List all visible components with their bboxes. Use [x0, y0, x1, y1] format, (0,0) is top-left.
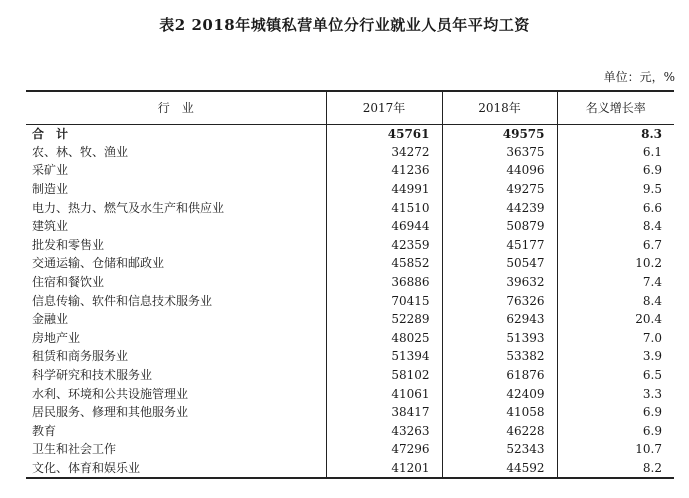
growth-rate-cell: 3.3 — [557, 384, 674, 403]
table-row — [26, 440, 674, 459]
industry-cell: 科学研究和技术服务业 — [32, 368, 153, 383]
growth-rate-cell: 7.4 — [557, 273, 674, 292]
growth-rate-cell: 6.5 — [557, 366, 674, 385]
table-row — [26, 180, 674, 199]
wage-2017-cell: 42359 — [326, 236, 442, 255]
wage-2018-cell: 61876 — [442, 366, 557, 385]
industry-cell: 水利、环境和公共设施管理业 — [32, 386, 189, 401]
growth-rate-cell: 6.9 — [557, 161, 674, 180]
header-growth-rate: 名义增长率 — [557, 91, 674, 124]
table-row — [26, 366, 674, 385]
industry-cell: 交通运输、仓储和邮政业 — [32, 256, 165, 271]
table-row — [26, 403, 674, 422]
wage-2018-cell: 62943 — [442, 310, 557, 329]
wage-2017-cell: 45761 — [326, 124, 442, 143]
industry-cell: 农、林、牧、渔业 — [32, 144, 129, 159]
wage-2017-cell: 58102 — [326, 366, 442, 385]
table-row — [26, 143, 674, 162]
wage-2017-cell: 41236 — [326, 161, 442, 180]
wage-2017-cell: 45852 — [326, 254, 442, 273]
industry-cell: 金融业 — [32, 312, 69, 327]
industry-cell: 制造业 — [32, 182, 69, 197]
growth-rate-cell: 10.2 — [557, 254, 674, 273]
wage-2018-cell: 44096 — [442, 161, 557, 180]
table-row — [26, 236, 674, 255]
industry-cell: 教育 — [32, 423, 57, 438]
table-row — [26, 254, 674, 273]
wage-2018-cell: 52343 — [442, 440, 557, 459]
wage-2018-cell: 41058 — [442, 403, 557, 422]
header-2017: 2017年 — [326, 91, 442, 124]
industry-cell: 电力、热力、燃气及水生产和供应业 — [32, 200, 225, 215]
wage-2017-cell: 52289 — [326, 310, 442, 329]
table-row — [26, 384, 674, 403]
table-row — [26, 310, 674, 329]
wage-2017-cell: 38417 — [326, 403, 442, 422]
wage-2018-cell: 39632 — [442, 273, 557, 292]
wage-2017-cell: 41510 — [326, 198, 442, 217]
table-body — [26, 124, 674, 478]
wage-2017-cell: 43263 — [326, 422, 442, 441]
header-industry: 行 业 — [26, 91, 326, 124]
wage-2017-cell: 47296 — [326, 440, 442, 459]
growth-rate-cell: 3.9 — [557, 347, 674, 366]
wage-2018-cell: 51393 — [442, 329, 557, 348]
header-row — [26, 91, 674, 124]
wage-2018-cell: 36375 — [442, 143, 557, 162]
table-row — [26, 273, 674, 292]
wage-2018-cell: 50879 — [442, 217, 557, 236]
table-row — [26, 329, 674, 348]
industry-cell: 房地产业 — [32, 330, 81, 345]
industry-cell: 信息传输、软件和信息技术服务业 — [32, 293, 213, 308]
growth-rate-cell: 6.1 — [557, 143, 674, 162]
growth-rate-cell: 9.5 — [557, 180, 674, 199]
wage-2017-cell: 46944 — [326, 217, 442, 236]
table-row — [26, 291, 674, 310]
industry-cell: 卫生和社会工作 — [32, 442, 117, 457]
wage-2018-cell: 44592 — [442, 459, 557, 478]
table-title: 表2 2018年城镇私营单位分行业就业人员年平均工资 — [159, 16, 530, 34]
table-row — [26, 198, 674, 217]
header-2018: 2018年 — [442, 91, 557, 124]
wage-2018-cell: 53382 — [442, 347, 557, 366]
growth-rate-cell: 10.7 — [557, 440, 674, 459]
wage-2017-cell: 34272 — [326, 143, 442, 162]
wage-2018-cell: 42409 — [442, 384, 557, 403]
industry-cell: 采矿业 — [32, 163, 69, 178]
industry-cell: 居民服务、修理和其他服务业 — [32, 405, 189, 420]
wage-2017-cell: 48025 — [326, 329, 442, 348]
wage-2018-cell: 44239 — [442, 198, 557, 217]
table-row — [26, 422, 674, 441]
wage-2018-cell: 49575 — [442, 124, 557, 143]
wage-2018-cell: 49275 — [442, 180, 557, 199]
industry-cell: 合 计 — [32, 126, 69, 141]
wage-2017-cell: 36886 — [326, 273, 442, 292]
wage-table — [26, 90, 674, 479]
wage-2017-cell: 70415 — [326, 291, 442, 310]
total-row — [26, 124, 674, 143]
wage-2018-cell: 76326 — [442, 291, 557, 310]
table-row — [26, 459, 674, 478]
growth-rate-cell: 8.3 — [557, 124, 674, 143]
wage-2017-cell: 41201 — [326, 459, 442, 478]
growth-rate-cell: 6.9 — [557, 403, 674, 422]
table-row — [26, 161, 674, 180]
industry-cell: 住宿和餐饮业 — [32, 275, 105, 290]
growth-rate-cell: 20.4 — [557, 310, 674, 329]
growth-rate-cell: 7.0 — [557, 329, 674, 348]
wage-2018-cell: 45177 — [442, 236, 557, 255]
industry-cell: 批发和零售业 — [32, 237, 105, 252]
wage-2018-cell: 50547 — [442, 254, 557, 273]
growth-rate-cell: 6.7 — [557, 236, 674, 255]
unit-note: 单位：元，% — [603, 70, 675, 84]
wage-2017-cell: 51394 — [326, 347, 442, 366]
growth-rate-cell: 8.4 — [557, 217, 674, 236]
industry-cell: 租赁和商务服务业 — [32, 349, 129, 364]
growth-rate-cell: 6.9 — [557, 422, 674, 441]
table-row — [26, 347, 674, 366]
industry-cell: 建筑业 — [32, 219, 69, 234]
industry-cell: 文化、体育和娱乐业 — [26, 459, 326, 478]
wage-2018-cell: 46228 — [442, 422, 557, 441]
wage-2017-cell: 41061 — [326, 384, 442, 403]
wage-2017-cell: 44991 — [326, 180, 442, 199]
table-row — [26, 217, 674, 236]
growth-rate-cell: 6.6 — [557, 198, 674, 217]
growth-rate-cell: 8.4 — [557, 291, 674, 310]
growth-rate-cell: 8.2 — [557, 459, 674, 478]
